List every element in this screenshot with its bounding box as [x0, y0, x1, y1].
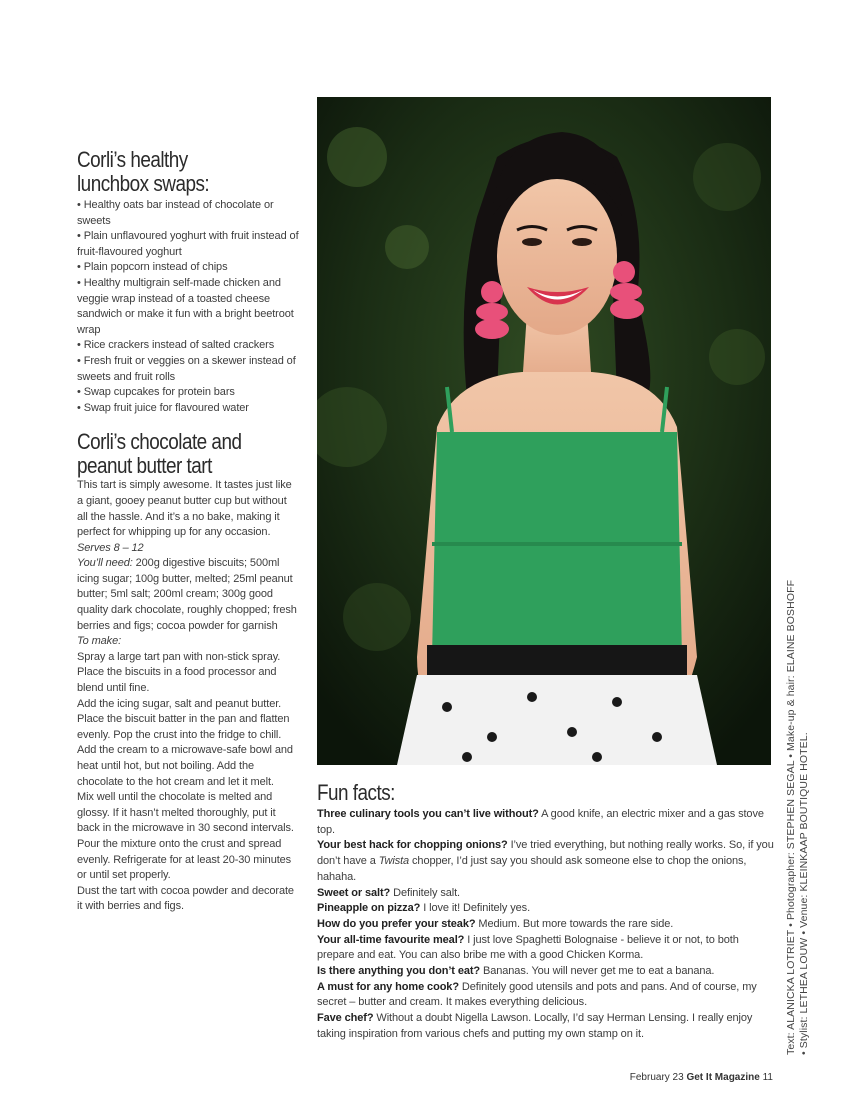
- fact-item: [317, 886, 777, 902]
- list-item: • Rice crackers instead of salted crackers: [77, 339, 275, 352]
- list-item: • Healthy multigrain self-made chicken and veggie wrap instead of a toasted cheese sandwich or make it fun with a bright beetroot wrap: [77, 276, 294, 336]
- lunchbox-title-line1: Corli’s healthy: [77, 147, 188, 172]
- lunchbox-section: [77, 148, 299, 416]
- fact-answer: Definitely salt.: [390, 886, 461, 899]
- fact-answer-continued: chopper, I’d just say you should ask someone else to chop the onions, hahaha.: [317, 855, 747, 883]
- portrait-illustration: [317, 97, 771, 765]
- fun-facts-section: [317, 781, 777, 1043]
- fact-question: Three culinary tools you can’t live without?: [317, 808, 539, 820]
- fact-question: Your all-time favourite meal?: [317, 933, 465, 946]
- fact-answer: Without a doubt Nigella Lawson. Locally, I’d say Herman Lensing. I really enjoy taking inspiration from various chefs and putting my own stamp on it.: [317, 1012, 753, 1040]
- make-label: To make:: [77, 635, 122, 648]
- list-item: • Healthy oats bar instead of chocolate or sweets: [77, 199, 274, 227]
- fact-answer: A good knife, an electric mixer and a gas stove top.: [317, 808, 764, 836]
- need-text: 200g digestive biscuits; 500ml icing sugar; 100g butter, melted; 25ml peanut butter; 5ml salt; 200ml cream; 300g good quality dark chocolate, roughly chopped; fresh berries and figs; cocoa powder for garnish: [77, 557, 297, 632]
- fun-facts-title: Fun facts:: [317, 780, 395, 805]
- list-item: • Swap fruit juice for flavoured water: [77, 401, 249, 414]
- portrait-photo: [317, 97, 771, 765]
- fact-answer: I love it! Definitely yes.: [420, 902, 531, 915]
- list-item: • Fresh fruit or veggies on a skewer instead of sweets and fruit rolls: [77, 354, 296, 383]
- tart-intro: This tart is simply awesome. It tastes just like a giant, gooey peanut butter cup but without all the hassle. And it’s a no bake, making it perfect for whipping up for any occasion.: [77, 479, 292, 539]
- fact-question: Fave chef?: [317, 1012, 374, 1025]
- tart-step: Place the biscuit batter in the pan and flatten evenly. Pop the crust into the fridge to chill.: [77, 713, 290, 741]
- tart-title-line1: Corli’s chocolate and: [77, 429, 242, 455]
- page-footer: [630, 1072, 773, 1083]
- list-item: • Plain popcorn instead of chips: [77, 261, 228, 274]
- footer-magazine: Get It Magazine: [686, 1072, 760, 1083]
- tart-ingredients: [77, 556, 299, 634]
- fact-item: [317, 901, 777, 917]
- list-item: • Swap cupcakes for protein bars: [77, 386, 235, 399]
- footer-page-number: 11: [762, 1072, 773, 1083]
- fact-item: [317, 807, 777, 838]
- tart-step: Spray a large tart pan with non-stick spray.: [77, 650, 281, 663]
- fact-answer: Medium. But more towards the rare side.: [475, 917, 674, 930]
- fact-answer: I just love Spaghetti Bolognaise - believe it or not, to both prepare and eat. You can also bribe me with a good Chicken Korma.: [317, 933, 739, 962]
- fact-question: Sweet or salt?: [317, 886, 391, 899]
- credits-line2: • Stylist: LETHEA LOUW • Venue: KLEINKAAP BOUTIQUE HOTEL.: [798, 732, 810, 1055]
- fact-item: [317, 838, 777, 885]
- tart-step: Add the icing sugar, salt and peanut butter.: [77, 697, 282, 710]
- fact-question: A must for any home cook?: [317, 980, 459, 993]
- fact-item: [317, 917, 777, 933]
- fact-answer: I’ve tried everything, but nothing really works. So, if you don’t have a: [317, 839, 774, 868]
- lunchbox-list: [77, 198, 299, 416]
- tart-step: Place the biscuits in a food processor and blend until fine.: [77, 666, 277, 695]
- lunchbox-title-line2: lunchbox swaps:: [77, 171, 210, 196]
- photo-credits: [785, 515, 821, 1055]
- tart-title-line2: peanut butter tart: [77, 453, 212, 479]
- fact-question: How do you prefer your steak?: [317, 917, 476, 930]
- fact-answer-emphasis: Twista: [378, 855, 410, 868]
- fact-question: Pineapple on pizza?: [317, 902, 421, 915]
- tart-step: Mix well until the chocolate is melted and glossy. If it hasn’t melted thoroughly, put it back in the microwave in 30 second intervals.: [77, 791, 294, 835]
- need-label: You’ll need:: [77, 557, 133, 570]
- fact-answer: Bananas. You will never get me to eat a banana.: [480, 965, 715, 978]
- fact-answer: Definitely good utensils and pots and pans. And of course, my secret – butter and cream. It makes everything delicious.: [317, 980, 757, 1009]
- tart-step: Dust the tart with cocoa powder and decorate it with berries and figs.: [77, 884, 294, 913]
- fact-item: [317, 964, 777, 980]
- fact-item: [317, 1011, 777, 1042]
- tart-section: [77, 430, 299, 915]
- fact-question: Is there anything you don’t eat?: [317, 965, 481, 978]
- list-item: • Plain unflavoured yoghurt with fruit instead of fruit-flavoured yoghurt: [77, 230, 299, 258]
- left-column: [77, 148, 299, 915]
- tart-step: Add the cream to a microwave-safe bowl and heat until hot, but not boiling. Add the chocolate to the hot cream and let it melt.: [77, 744, 293, 788]
- footer-date: February 23: [629, 1072, 684, 1083]
- credits-line1: Text: ALANICKA LOTRIET • Photographer: STEPHEN SEGAL • Make-up & hair: ELAINE BOSHOFF: [785, 579, 797, 1055]
- fact-item: [317, 980, 777, 1011]
- fact-question: Your best hack for chopping onions?: [317, 839, 508, 852]
- fact-item: [317, 933, 777, 964]
- tart-serves: Serves 8 – 12: [77, 541, 144, 554]
- tart-step: Pour the mixture onto the crust and spread evenly. Refrigerate for at least 20-30 minutes or until set properly.: [77, 837, 292, 882]
